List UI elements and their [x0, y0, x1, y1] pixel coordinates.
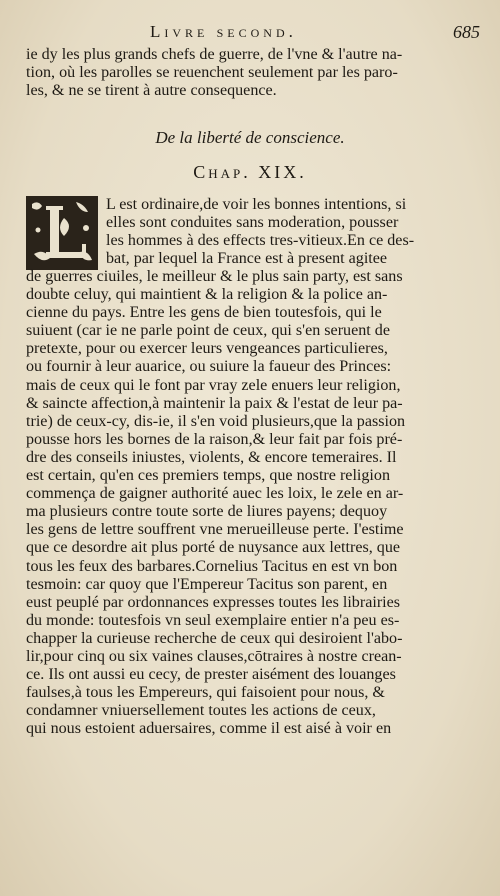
text-line: est certain, qu'en ces premiers temps, que nostre religion: [26, 467, 390, 485]
text-line: qui nous estoient aduersaires, comme il est aisé à voir en: [26, 720, 392, 738]
text-line: & saincte affection,à maintenir la paix & l'estat de leur pa-: [26, 394, 403, 412]
text-line: ie dy les plus grands chefs de guerre, de l'vne & l'autre na-: [26, 46, 403, 63]
text-line: eust peuplé par ordonnances expresses toutes les librairies: [26, 593, 401, 611]
text-line: elles sont conduites sans moderation, pousser: [106, 214, 399, 232]
text-line: de guerres ciuiles, le meilleur & le plus sain party, est sans: [26, 268, 403, 285]
section-title: De la liberté de conscience.: [155, 128, 345, 147]
text-line: que ce desordre ait plus porté de nuysance aux lettres, que: [26, 539, 401, 557]
chapter-heading: Chap. XIX.: [193, 162, 307, 182]
text-line: lir,pour cinq ou six vaines clauses,cōtraires à nostre crean-: [26, 647, 402, 665]
text-line: mais de ceux qui le font par vray zele enuers leur religion,: [26, 376, 401, 394]
text-line: ou fournir à leur auarice, ou suiure la faueur des Princes:: [26, 358, 392, 376]
running-head: [22, 22, 486, 44]
text-line: du monde: toutesfois vn seul exemplaire entier n'a peu es-: [26, 611, 400, 629]
text-line: trie) de ceux-cy, dis-ie, il s'en void plusieurs,que la passion: [26, 412, 406, 430]
text-line: suiuent (car ie ne parle point de ceux, qui s'en seruent de: [26, 322, 390, 340]
text-line: pretexte, pour ou exercer leurs vengeances particulieres,: [26, 340, 388, 358]
text-line: bat, par lequel la France est à present agitee: [106, 250, 388, 268]
body-paragraph: [26, 268, 456, 738]
ornamental-drop-cap: [24, 194, 100, 272]
text-line: ce. Ils ont aussi eu cecy, de prester aisément des louanges: [26, 666, 396, 684]
text-line: tion, où les parolles se reuenchent seulement par les paro-: [26, 64, 398, 82]
text-line: les, & ne se tirent à autre consequence.: [26, 82, 277, 100]
text-line: ma plusieurs contre toute sorte de liures payens; dequoy: [26, 503, 388, 521]
text-line: commença de gaigner authorité auec les loix, le zele en ar-: [26, 485, 404, 503]
text-line: les gens de lettre souffrent vne merueilleuse perte. I'estime: [26, 521, 404, 539]
preceding-paragraph: [26, 46, 456, 100]
text-line: tesmoin: car quoy que l'Empereur Tacitus son parent, en: [26, 575, 388, 593]
text-line: chapper la curieuse recherche de ceux qui desiroient l'abo-: [26, 629, 403, 647]
text-line: L est ordinaire,de voir les bonnes intentions, si: [106, 196, 407, 213]
text-line: doubte celuy, qui maintient & la religion & la police an-: [26, 286, 388, 304]
text-line: condamner vniuersellement toutes les actions de ceux,: [26, 702, 376, 720]
text-line: les hommes à des effects tres-vitieux.En ce des-: [106, 232, 415, 250]
page-number: 685: [453, 22, 480, 42]
drop-cap-paragraph: [106, 196, 458, 268]
text-line: faulses,à tous les Empereurs, qui faisoient pour nous, &: [26, 684, 385, 702]
running-title: Livre second.: [150, 22, 297, 41]
text-line: dre des conseils iniustes, violents, & encore temeraires. Il: [26, 448, 397, 466]
text-line: cienne du pays. Entre les gens de bien toutesfois, qui le: [26, 304, 382, 322]
text-line: tous les feux des barbares.Cornelius Tacitus en est vn bon: [26, 557, 398, 575]
text-line: pousse hors les bornes de la raison,& leur fait par fois pré-: [26, 430, 403, 448]
